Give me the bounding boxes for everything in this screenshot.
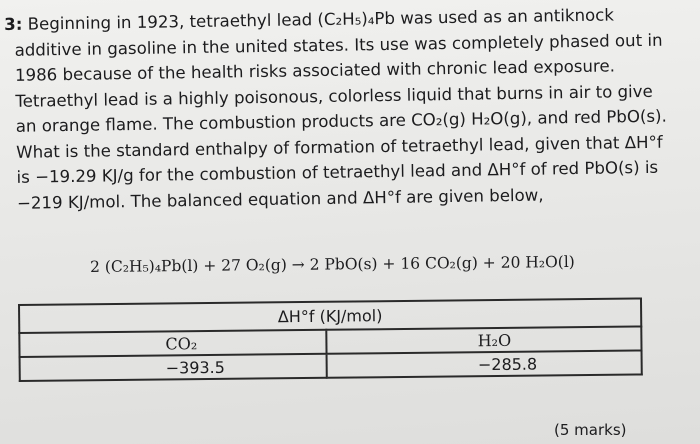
question-line-6: What is the standard enthalpy of formation of tetraethyl lead, given that ΔH°f xyxy=(16,132,663,162)
question-line-5: an orange flame. The combustion products are CO₂(g) H₂O(g), and red PbO(s). xyxy=(15,106,667,136)
balanced-equation: 2 (C₂H₅)₄Pb(l) + 27 O₂(g) → 2 PbO(s) + 16 CO₂(g) + 20 H₂O(l) xyxy=(90,252,575,276)
table-col-co2-value: −393.5 xyxy=(20,354,328,381)
question-line-8: −219 KJ/mol. The balanced equation and ΔH°f are given below, xyxy=(16,185,544,213)
question-text xyxy=(4,1,697,216)
question-line-1: 3: Beginning in 1923, tetraethyl lead (C₂H₅)₄Pb was used as an antiknock xyxy=(4,5,615,34)
table-col-h2o-name: H₂O xyxy=(327,326,642,353)
marks-label: (5 marks) xyxy=(554,421,627,439)
table-header: ΔH°f (KJ/mol) xyxy=(19,298,641,333)
question-line-7: is −19.29 KJ/g for the combustion of tetraethyl lead and ΔH°f of red PbO(s) is xyxy=(16,157,659,187)
question-line-2: additive in gasoline in the united states. Its use was completely phased out in xyxy=(14,30,663,60)
question-line-4: Tetraethyl lead is a highly poisonous, colorless liquid that burns in air to give xyxy=(15,81,653,111)
table-col-h2o-value: −285.8 xyxy=(327,350,642,377)
question-line-3: 1986 because of the health risks associated with chronic lead exposure. xyxy=(14,56,616,85)
question-number: 3: xyxy=(4,14,23,34)
table-col-co2-name: CO₂ xyxy=(19,330,327,357)
enthalpy-table xyxy=(18,297,643,382)
